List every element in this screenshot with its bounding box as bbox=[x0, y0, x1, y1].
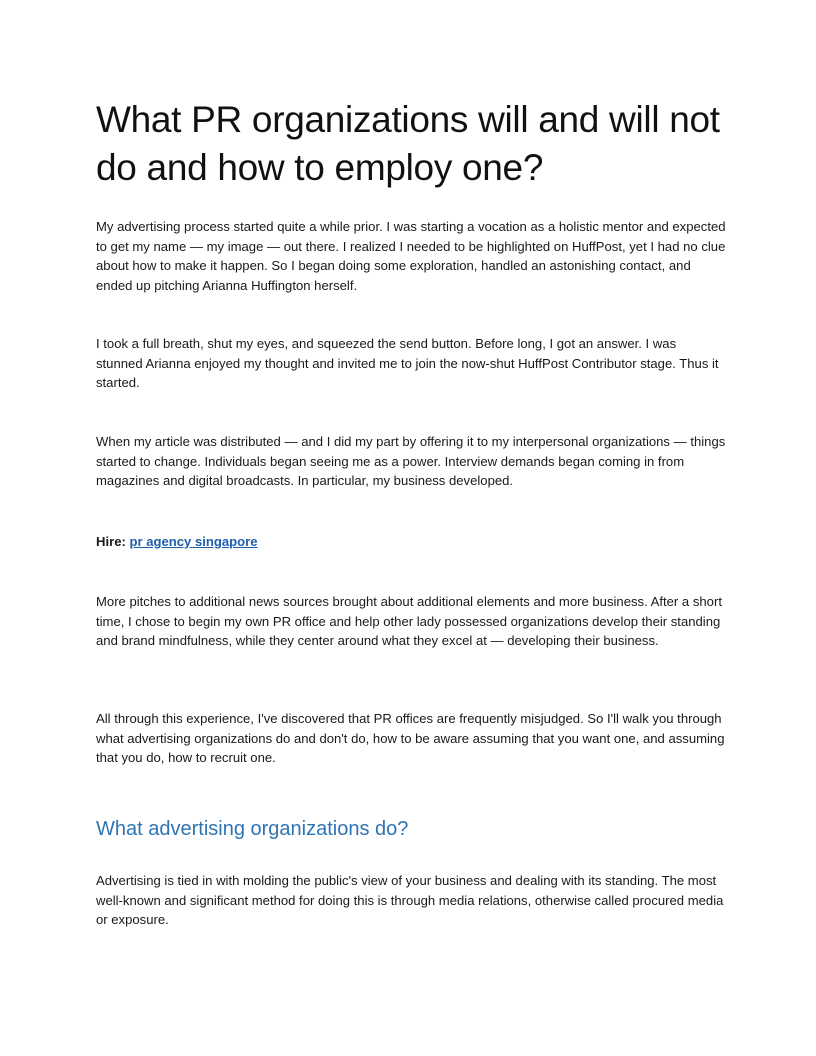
hire-label: Hire: bbox=[96, 534, 126, 549]
paragraph-1: My advertising process started quite a while prior. I was starting a vocation as a holistic mentor and expected to get my name — my image — out there. I realized I needed to be highlighted on HuffPost, yet I had no clue about how to make it happen. So I began doing some exploration, handled an astonishing contact, and ended up pitching Arianna Huffington herself. bbox=[96, 219, 726, 293]
document-title: What PR organizations will and will not do and how to employ one? bbox=[96, 99, 720, 188]
hire-link[interactable]: pr agency singapore bbox=[129, 534, 258, 549]
paragraph-2: I took a full breath, shut my eyes, and squeezed the send button. Before long, I got an answer. I was stunned Arianna enjoyed my thought and invited me to join the now-shut HuffPost Contributor stage. Thus it started. bbox=[96, 336, 719, 390]
paragraph-5: All through this experience, I've discovered that PR offices are frequently misjudged. So I'll walk you through what advertising organizations do and don't do, how to be aware assuming that you want one, and assuming that you do, how to recruit one. bbox=[96, 711, 725, 765]
paragraph-3: When my article was distributed — and I did my part by offering it to my interpersonal organizations — things started to change. Individuals began seeing me as a power. Interview demands began coming in from magazines and digital broadcasts. In particular, my business developed. bbox=[96, 434, 726, 488]
section-heading: What advertising organizations do? bbox=[96, 818, 409, 840]
hire-line bbox=[96, 532, 726, 552]
section-paragraph: Advertising is tied in with molding the public's view of your business and dealing with its standing. The most well-known and significant method for doing this is through media relations, otherwise called procured media or exposure. bbox=[96, 873, 724, 927]
paragraph-4: More pitches to additional news sources brought about additional elements and more business. After a short time, I chose to begin my own PR office and help other lady possessed organizations develop their standing and brand mindfulness, while they center around what they excel at — developing their business. bbox=[96, 594, 722, 648]
